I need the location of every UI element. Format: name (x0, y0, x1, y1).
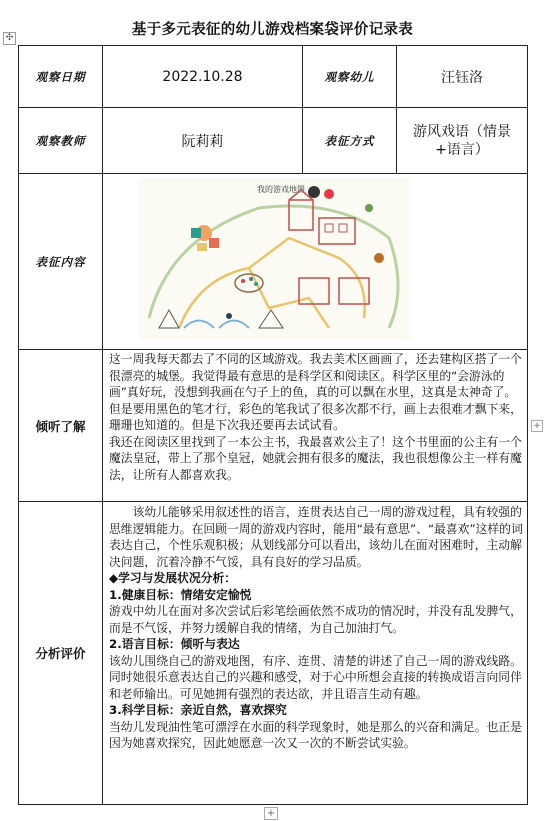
date-label: 观察日期 (19, 46, 103, 107)
page-title: 基于多元表征的幼儿游戏档案袋评价记录表 (131, 22, 414, 38)
goal2-text: 该幼儿围绕自己的游戏地图，有序、连贯、清楚的讲述了自己一周的游戏线路。同时她很乐意表达自己的兴趣和感受，对于心中所想会直接的转换成语言向同伴和老师输出。可见她拥有强烈的表达欲，并且语言生动有趣。 (109, 653, 522, 701)
row-representation (19, 174, 527, 350)
goal3-heading: 3.科学目标：亲近自然，喜欢探究 (109, 703, 287, 717)
date-value: 2022.10.28 (103, 46, 303, 107)
method-label: 表征方式 (303, 108, 397, 173)
listening-label: 倾听了解 (19, 350, 103, 501)
listening-content (103, 350, 527, 501)
teacher-label: 观察教师 (19, 108, 103, 173)
drawing-caption: 我的游戏地图 (257, 185, 305, 194)
representation-label: 表征内容 (19, 174, 103, 349)
row-listening (19, 350, 527, 502)
analysis-section-heading: ◆学习与发展状况分析： (109, 571, 237, 585)
record-table (18, 45, 528, 805)
analysis-content (103, 502, 527, 804)
analysis-label: 分析评价 (19, 502, 103, 804)
column-insert-handle[interactable]: + (264, 807, 278, 820)
game-map-drawing (139, 178, 411, 340)
child-label: 观察幼儿 (303, 46, 397, 107)
analysis-intro: 该幼儿能够采用叙述性的语言，连贯表达自己一周的游戏过程，具有较强的思维逻辑能力。在回顾一周的游戏内容时，能用“最有意思”、“最喜欢”这样的词表达自己，个性乐观积极；从划线部分可以看出，该幼儿在面对困难时，主动解决问题，沉着冷静不气馁，具有良好的学习品质。 (109, 505, 523, 569)
method-value: 游风戏语（情景+语言） (413, 123, 511, 158)
child-value: 汪钰洛 (441, 69, 483, 86)
table-move-handle[interactable]: ✣ (3, 32, 16, 45)
goal1-heading: 1.健康目标：情绪安定愉悦 (109, 587, 252, 602)
goal1-text: 游戏中幼儿在面对多次尝试后彩笔绘画依然不成功的情况时，并没有乱发脾气，而是不气馁，并努力缓解自我的情绪，为自己加油打气。 (109, 604, 522, 635)
listening-paragraph-2: 我还在阅读区里找到了一本公主书，我最喜欢公主了！这个书里面的公主有一个魔法皇冠，带上了那个皇冠，她就会拥有很多的魔法，我也很想像公主一样有魔法，让所有人都喜欢我。 (109, 434, 522, 482)
goal3-text: 当幼儿发现油性笔可漂浮在水面的科学现象时，她是那么的兴奋和满足。也正是因为她喜欢探究，因此她愿意一次又一次的不断尝试实验。 (109, 719, 522, 750)
row-date-child (19, 46, 527, 108)
row-insert-handle[interactable]: + (531, 420, 543, 432)
listening-paragraph-1: 这一周我每天都去了不同的区域游戏。我去美术区画画了，还去建构区搭了一个很漂亮的城堡。我觉得最有意思的是科学区和阅读区。科学区里的“会游泳的画”真好玩，没想到我画在勺子上的鱼，真的可以飘在水里，这真是太神奇了。但是要用黑色的笔才行，彩色的笔我试了很多次都不行，画上去很难才飘下来，珊珊也知道的。但是下次我还要再去试试看。 (109, 352, 522, 432)
representation-content (103, 174, 527, 349)
goal2-heading: 2.语言目标：倾听与表达 (109, 637, 240, 651)
row-teacher-method (19, 108, 527, 174)
teacher-value: 阮莉莉 (103, 108, 303, 173)
row-analysis (19, 502, 527, 804)
